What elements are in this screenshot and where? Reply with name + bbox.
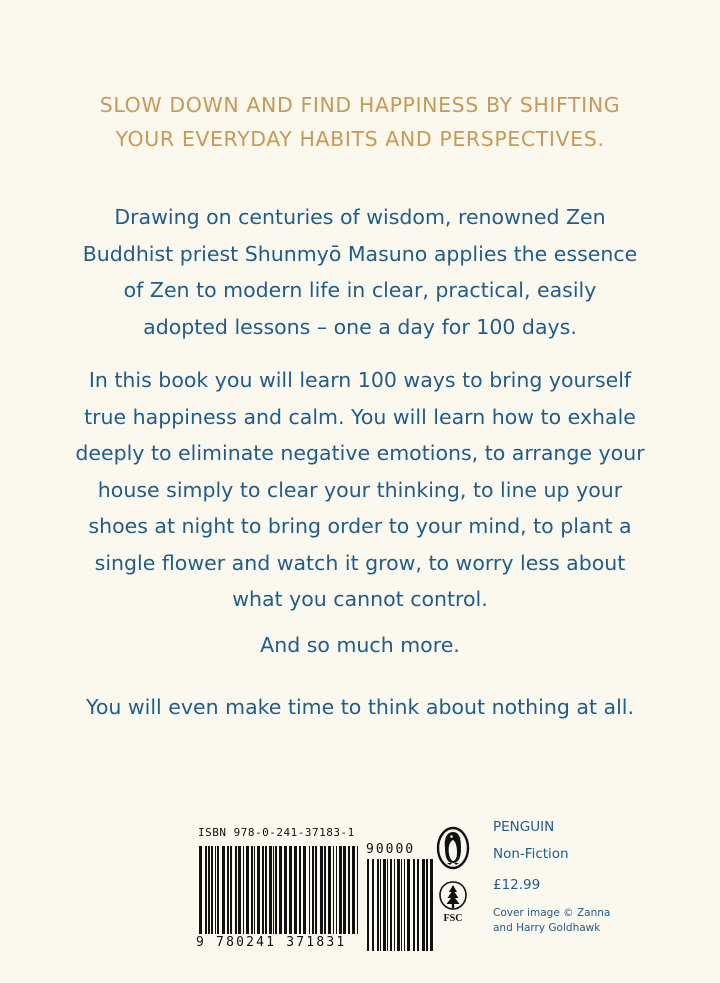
- cover-credit-line: and Harry Goldhawk: [493, 922, 601, 934]
- barcode-bar: [352, 846, 355, 934]
- barcode-bar: [265, 846, 267, 934]
- barcode-bar: [309, 846, 310, 934]
- blurb-paragraph-2: [0, 362, 720, 618]
- tagline: [0, 88, 720, 156]
- barcode-bar: [404, 859, 405, 951]
- fsc-text: FSC: [443, 913, 463, 924]
- barcode-bar: [390, 859, 392, 951]
- blurb-paragraph-1: [0, 199, 720, 345]
- barcode-bar: [367, 859, 369, 951]
- blurb-line: You will even make time to think about nothing at all.: [86, 695, 634, 719]
- barcode-bar: [275, 846, 277, 934]
- barcode-bar: [426, 859, 428, 951]
- blurb-line: what you cannot control.: [232, 587, 488, 611]
- fsc-icon: [437, 880, 469, 924]
- price-label: £12.99: [493, 877, 541, 893]
- publisher-name: PENGUIN: [493, 819, 555, 835]
- barcode-bar: [235, 846, 237, 934]
- barcode-bar: [215, 846, 216, 934]
- barcode-bar: [303, 846, 306, 934]
- barcode-number: 9 780241 371831: [196, 935, 347, 950]
- barcode-bar: [251, 846, 253, 934]
- barcode-bar: [205, 846, 207, 934]
- cover-credit: [493, 906, 623, 936]
- barcode-bar: [333, 846, 334, 934]
- barcode-addon-bars: [366, 859, 436, 951]
- barcode-bar: [422, 859, 425, 951]
- barcode-bar: [284, 846, 287, 934]
- barcode-bar: [199, 846, 202, 934]
- barcode-bar: [315, 846, 317, 934]
- barcode-bar: [243, 846, 244, 934]
- barcode-bar: [269, 846, 272, 934]
- blurb-line: And so much more.: [260, 633, 460, 657]
- barcode-bar: [254, 846, 255, 934]
- blurb-line: Buddhist priest Shunmyō Masuno applies the essence: [82, 241, 638, 266]
- barcode-bar: [294, 846, 297, 934]
- barcode-bar: [257, 846, 260, 934]
- barcode-bar: [336, 846, 337, 934]
- barcode-bar: [328, 846, 331, 934]
- barcode-bar: [348, 846, 350, 934]
- barcode-bar: [222, 846, 225, 934]
- barcode-bar: [407, 859, 410, 951]
- blurb-line: shoes at night to bring order to your mind, to plant a: [88, 514, 632, 538]
- barcode-bar: [289, 846, 292, 934]
- barcode-bar: [312, 846, 314, 934]
- blurb-line: true happiness and calm. You will learn how to exhale: [84, 404, 636, 429]
- barcode-bar: [401, 859, 402, 951]
- barcode-bars: [198, 846, 362, 938]
- barcode-bar: [211, 846, 213, 934]
- barcode-bar: [394, 859, 395, 951]
- barcode-bar: [208, 846, 210, 934]
- barcode-bar: [246, 846, 249, 934]
- barcode-bar: [380, 859, 381, 951]
- barcode-bar: [238, 846, 241, 934]
- category-label: Non-Fiction: [493, 846, 569, 862]
- barcode-bar: [397, 859, 400, 951]
- barcode-bar: [372, 859, 374, 951]
- barcode-bar: [383, 859, 386, 951]
- blurb-line: In this book you will learn 100 ways to bring yourself: [88, 368, 632, 392]
- tagline-line-2: YOUR EVERYDAY HABITS AND PERSPECTIVES.: [115, 127, 605, 151]
- barcode-bar: [227, 846, 229, 934]
- barcode-bar: [273, 846, 274, 934]
- barcode-bar: [357, 846, 358, 934]
- tagline-line-1: SLOW DOWN AND FIND HAPPINESS BY SHIFTING: [99, 93, 621, 117]
- cover-credit-line: Cover image © Zanna: [493, 907, 611, 919]
- barcode-bar: [299, 846, 301, 934]
- blurb-line: Drawing on centuries of wisdom, renowned Zen: [114, 205, 606, 229]
- barcode-bar: [413, 859, 415, 951]
- barcode-bar: [387, 859, 388, 951]
- barcode-bar: [262, 846, 264, 934]
- blurb-line: adopted lessons – one a day for 100 days.: [143, 314, 577, 339]
- blurb-line: deeply to eliminate negative emotions, to arrange your: [75, 441, 645, 465]
- barcode-bar: [320, 846, 323, 934]
- barcode-bar: [430, 859, 433, 951]
- isbn-label: ISBN 978-0-241-37183-1: [198, 826, 355, 839]
- penguin-icon: [435, 826, 471, 870]
- barcode-bar: [279, 846, 282, 934]
- blurb-line: house simply to clear your thinking, to line up your: [97, 477, 623, 502]
- blurb-line: of Zen to modern life in clear, practical, easily: [123, 278, 597, 302]
- barcode-bar: [217, 846, 219, 934]
- blurb-line: single flower and watch it grow, to worry less about: [94, 550, 626, 575]
- barcode: [196, 826, 444, 954]
- barcode-bar: [339, 846, 342, 934]
- barcode-bar: [230, 846, 232, 934]
- barcode-bar: [377, 859, 379, 951]
- barcode-bar: [417, 859, 419, 951]
- blurb-paragraph-3: [0, 627, 720, 664]
- blurb-paragraph-4: [0, 689, 720, 726]
- barcode-bar: [343, 846, 346, 934]
- barcode-bar: [324, 846, 326, 934]
- barcode-addon-number: 90000: [366, 842, 416, 857]
